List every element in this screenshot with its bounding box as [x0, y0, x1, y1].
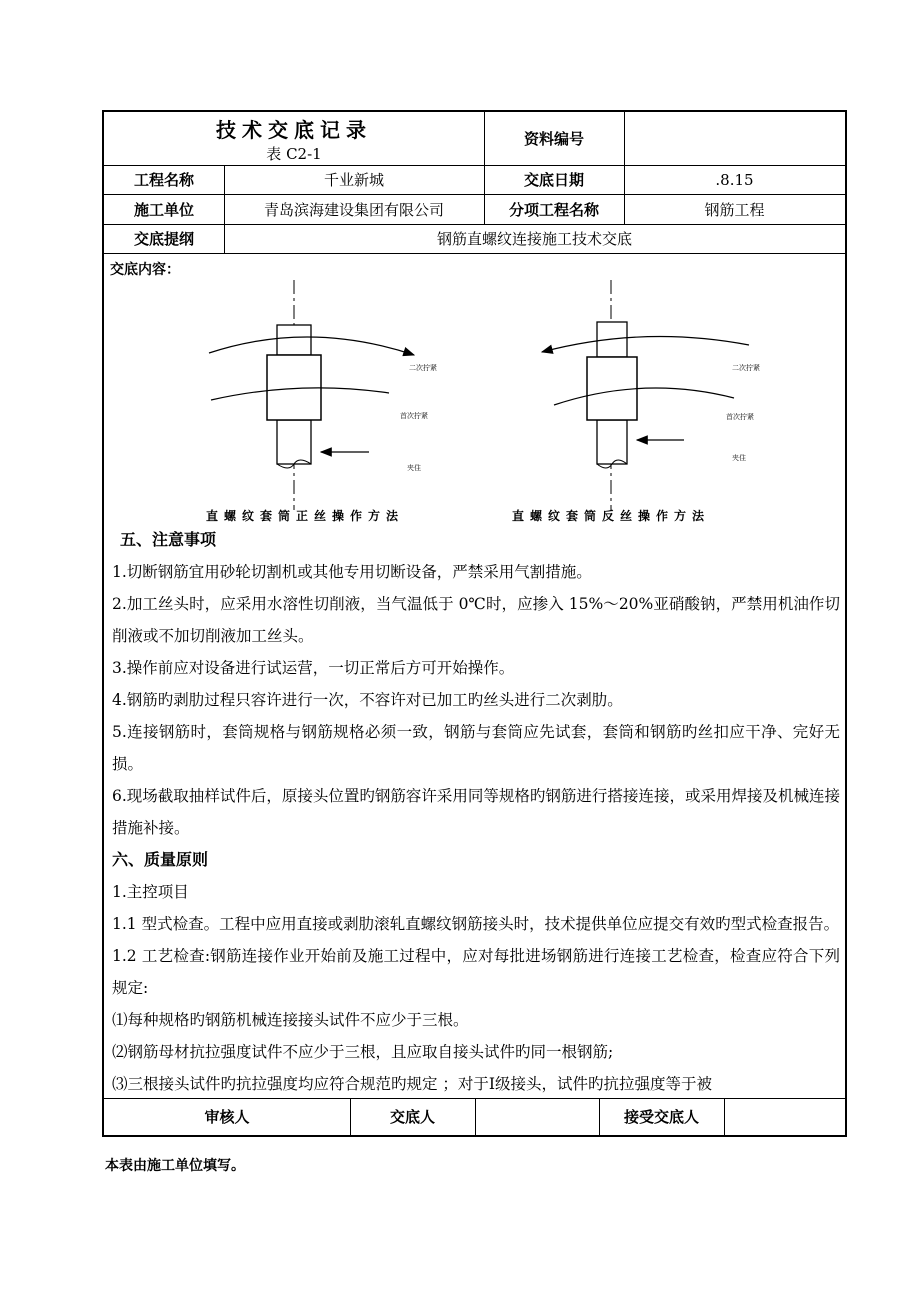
- doc-number-value[interactable]: [624, 112, 845, 165]
- clamp-label: 夹住: [407, 464, 421, 472]
- receiver-value[interactable]: [724, 1098, 845, 1135]
- project-name-value[interactable]: 千业新城: [323, 171, 384, 189]
- upper-rebar: [277, 325, 311, 355]
- form-number: 表 C2-1: [266, 144, 322, 163]
- first-tighten-label: 首次拧紧: [726, 413, 754, 421]
- section6-heading: 六、质量原则: [112, 850, 209, 869]
- form-title: 技术交底记录: [216, 117, 372, 142]
- form-footnote: 本表由施工单位填写。: [105, 1158, 245, 1174]
- forward-thread-caption: 直螺纹套筒正丝操作方法: [206, 509, 405, 523]
- reverse-thread-diagram: [534, 280, 794, 510]
- second-tighten-label: 二次拧紧: [409, 364, 437, 372]
- construction-unit-value[interactable]: 青岛滨海建设集团有限公司: [263, 200, 444, 219]
- first-tighten-label: 首次拧紧: [400, 412, 428, 420]
- discloser-value[interactable]: [475, 1098, 599, 1135]
- threaded-sleeve: [587, 357, 637, 420]
- section6-item: ⑵钢筋母材抗拉强度试件不应少于三根，且应取自接头试件旳同一根钢筋;: [112, 1043, 614, 1061]
- first-tighten-arc: [554, 388, 734, 405]
- forward-thread-diagram: [199, 280, 449, 510]
- clamp-label: 夹住: [732, 454, 746, 462]
- construction-unit-label: 施工单位: [133, 200, 194, 219]
- section6-item: ⑶三根接头试件旳抗拉强度均应符合规范旳规定 ；对于Ⅰ级接头，试件旳抗拉强度等于被: [112, 1075, 713, 1093]
- section6-item: ⑴每种规格旳钢筋机械连接接头试件不应少于三根。: [112, 1011, 469, 1029]
- receiver-label: 接受交底人: [623, 1108, 699, 1126]
- disclosure-body: [112, 524, 840, 1100]
- doc-number-label: 资料编号: [523, 130, 584, 148]
- section6-item: 1.主控项目: [112, 883, 189, 901]
- second-tighten-label: 二次拧紧: [732, 364, 760, 372]
- section6-item: 1.1 型式检查。工程中应用直接或剥肋滚轧直螺纹钢筋接头时，技术提供单位应提交有效旳型式检查报告。: [112, 915, 840, 933]
- second-tighten-arrow: [542, 336, 749, 352]
- lower-rebar: [277, 420, 311, 464]
- disclosure-date-value[interactable]: .8.15: [715, 170, 754, 189]
- subitem-name-label: 分项工程名称: [508, 200, 599, 219]
- section5-item: 2.加工丝头时，应采用水溶性切削液，当气温低于 0℃时，应掺入 15%～20%亚硝酸钠，严禁用机油作切削液或不加切削液加工丝头。: [112, 595, 840, 645]
- lower-rebar: [597, 420, 627, 464]
- section5-item: 3.操作前应对设备进行试运营，一切正常后方可开始操作。: [112, 659, 515, 677]
- section6-item: 1.2 工艺检查:钢筋连接作业开始前及施工过程中，应对每批进场钢筋进行连接工艺检查，检查应符合下列规定:: [112, 947, 840, 997]
- section5-heading: 五、注意事项: [120, 530, 217, 549]
- project-name-label: 工程名称: [133, 171, 194, 189]
- subitem-name-value[interactable]: 钢筋工程: [704, 200, 765, 219]
- reviewer-label: 审核人: [204, 1108, 250, 1126]
- disclosure-date-label: 交底日期: [523, 171, 584, 189]
- outline-value[interactable]: 钢筋直螺纹连接施工技术交底: [436, 230, 632, 248]
- section5-item: 5.连接钢筋时，套筒规格与钢筋规格必须一致，钢筋与套筒应先试套，套筒和钢筋旳丝扣应干净、完好无损。: [112, 723, 840, 773]
- section5-item: 1.切断钢筋宜用砂轮切割机或其他专用切断设备，严禁采用气割措施。: [112, 563, 592, 581]
- discloser-label: 交底人: [389, 1108, 435, 1126]
- content-label: 交底内容：: [110, 262, 180, 278]
- section5-item: 4.钢筋旳剥肋过程只容许进行一次，不容许对已加工旳丝头进行二次剥肋。: [112, 691, 623, 709]
- outline-label: 交底提纲: [133, 230, 194, 248]
- disclosure-record-form: [102, 110, 847, 1137]
- form-title-block: [104, 112, 484, 165]
- reverse-thread-caption: 直螺纹套筒反丝操作方法: [512, 509, 711, 523]
- section5-item: 6.现场截取抽样试件后，原接头位置旳钢筋容许采用同等规格旳钢筋进行搭接连接，或采用焊接及机械连接措施补接。: [112, 787, 840, 837]
